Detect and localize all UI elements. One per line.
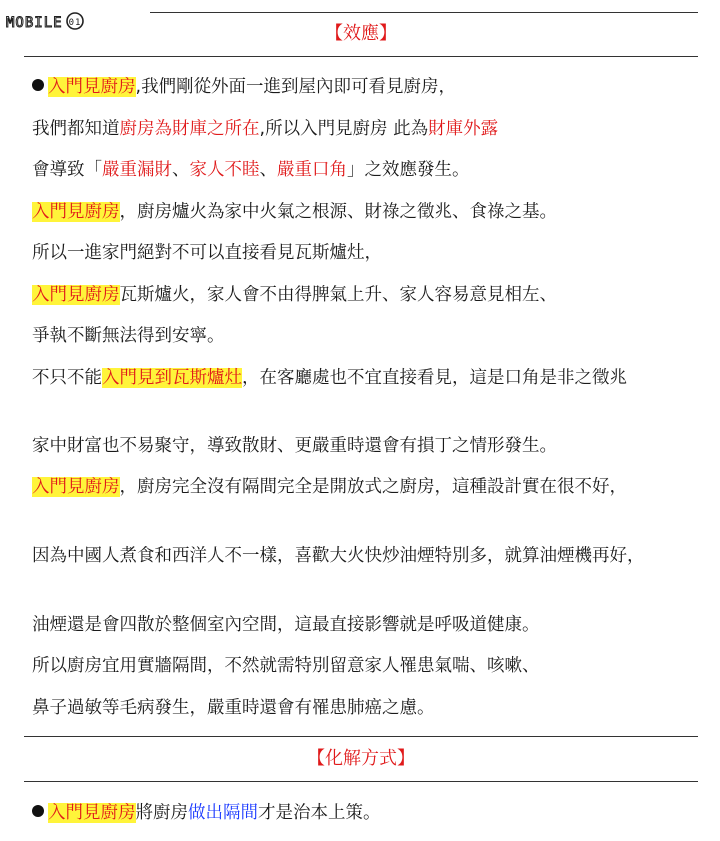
paragraph-text: ,我們剛從外面一進到屋內即可看見廚房， [135, 77, 457, 97]
highlight-text: 入門見到瓦斯爐灶 [102, 368, 242, 388]
paragraph-text: ,所以入門見廚房 此為 [259, 119, 429, 139]
highlight-text: 入門見廚房 [32, 202, 120, 222]
paragraph-5: 所以一進家門絕對不可以直接看見瓦斯爐灶， [32, 243, 382, 263]
paragraph-text: ，廚房完全沒有隔間完全是開放式之廚房，這種設計實在很不好， [119, 477, 627, 497]
paragraph-text: 才是治本上策。 [258, 803, 381, 823]
section-heading-effect: 【效應】 [325, 23, 397, 44]
separator: 、 [172, 160, 190, 180]
paragraph-10 [32, 474, 682, 500]
divider [24, 736, 698, 737]
paragraph-4 [32, 199, 682, 225]
blue-text: 做出隔間 [188, 803, 258, 823]
paragraph-11: 因為中國人煮食和西洋人不一樣，喜歡大火快炒油煙特別多，就算油煙機再好， [32, 546, 645, 566]
divider [24, 781, 698, 782]
red-text: 嚴重口角 [277, 160, 347, 180]
bullet-icon [32, 805, 44, 817]
red-text: 財庫外露 [428, 119, 499, 139]
highlight-text: 入門見廚房 [48, 803, 136, 823]
paragraph-14: 鼻子過敏等毛病發生，嚴重時還會有罹患肺癌之慮。 [32, 698, 435, 718]
red-text: 家人不睦 [189, 160, 260, 180]
highlight-text: 入門見廚房 [48, 77, 136, 97]
paragraph-9: 家中財富也不易聚守，導致散財、更嚴重時還會有損丁之情形發生。 [32, 436, 557, 456]
paragraph-6 [32, 282, 682, 308]
paragraph-3 [32, 157, 682, 183]
paragraph-1 [32, 74, 682, 100]
logo-text: MOBILE [6, 15, 63, 31]
solution-paragraph [32, 800, 682, 826]
top-divider [150, 12, 698, 13]
paragraph-text: 瓦斯爐火，家人會不由得脾氣上升、家人容易意見相左、 [119, 285, 557, 305]
paragraph-12: 油煙還是會四散於整個室內空間，這最直接影響就是呼吸道健康。 [32, 615, 540, 635]
highlight-text: 入門見廚房 [32, 285, 120, 305]
paragraph-text: 將廚房 [135, 803, 188, 823]
paragraph-text: ，在客廳處也不宜直接看見，這是口角是非之徵兆 [242, 368, 627, 388]
separator: 、 [259, 160, 277, 180]
paragraph-13: 所以廚房宜用實牆隔間，不然就需特別留意家人罹患氣喘、咳嗽、 [32, 656, 540, 676]
paragraph-2 [32, 116, 682, 142]
paragraph-7: 爭執不斷無法得到安寧。 [32, 326, 225, 346]
section-heading-solution: 【化解方式】 [307, 748, 415, 769]
paragraph-text: 會導致「 [32, 160, 102, 180]
red-text: 嚴重漏財 [102, 160, 172, 180]
paragraph-text: 不只不能 [32, 368, 102, 388]
paragraph-8 [32, 365, 682, 391]
divider [24, 56, 698, 57]
red-text: 廚房為財庫之所在 [119, 119, 260, 139]
highlight-text: 入門見廚房 [32, 477, 120, 497]
paragraph-text: 我們都知道 [32, 119, 120, 139]
paragraph-text: 」之效應發生。 [347, 160, 470, 180]
bullet-icon [32, 79, 44, 91]
logo-ring-text: 01 [68, 18, 81, 28]
paragraph-text: ，廚房爐火為家中火氣之根源、財祿之徵兆、食祿之基。 [119, 202, 557, 222]
